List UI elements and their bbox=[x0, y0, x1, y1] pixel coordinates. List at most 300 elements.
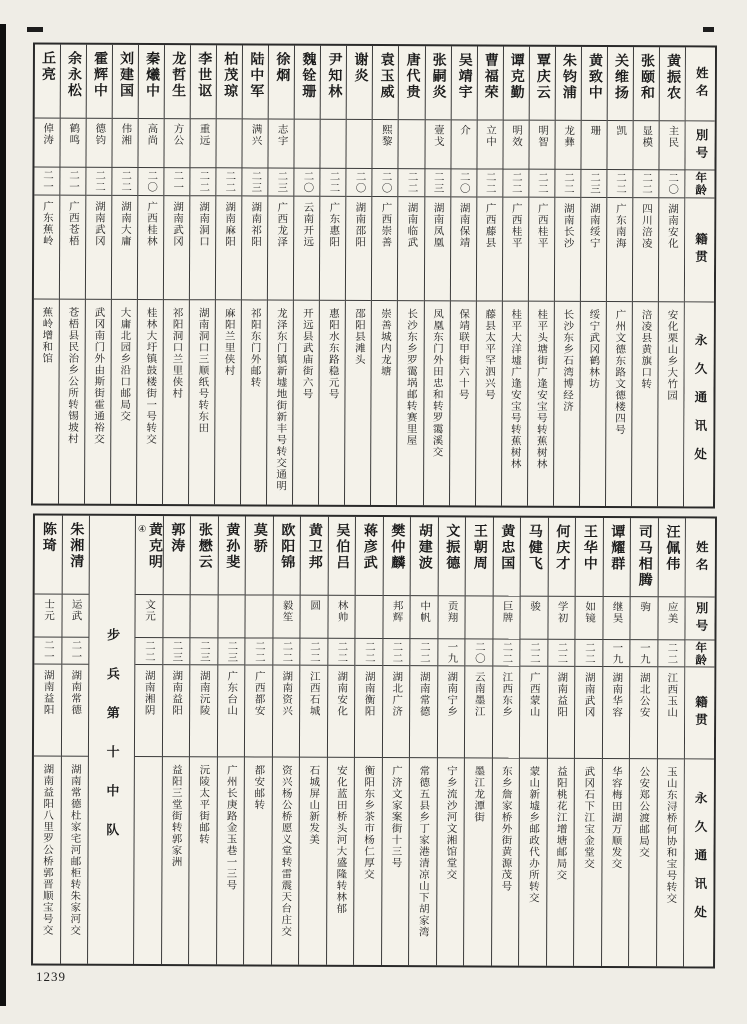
roster-table-bottom bbox=[31, 514, 717, 969]
person-origin bbox=[465, 666, 492, 758]
person-alias-text: 运武 bbox=[70, 598, 82, 622]
person-age bbox=[575, 640, 602, 667]
person-address-text: 墨江龙潭街 bbox=[473, 765, 485, 823]
person-name bbox=[273, 517, 300, 596]
person-name-text: 黄孙斐 bbox=[224, 522, 240, 571]
person-age bbox=[633, 170, 658, 198]
person-origin bbox=[437, 666, 464, 758]
person-origin bbox=[555, 198, 581, 302]
person-name bbox=[438, 517, 465, 596]
person-column bbox=[546, 518, 575, 966]
person-address bbox=[397, 301, 423, 505]
person-name-text: 霍辉中 bbox=[91, 50, 108, 99]
person-origin bbox=[300, 666, 327, 758]
person-column bbox=[408, 517, 437, 965]
person-address bbox=[134, 757, 161, 964]
person-origin bbox=[355, 666, 382, 758]
person-name bbox=[383, 517, 410, 596]
person-address bbox=[657, 759, 684, 966]
person-origin-text: 湖南武冈 bbox=[171, 201, 184, 248]
person-name bbox=[163, 516, 190, 595]
person-address-text: 藤县太平罕泗兴号 bbox=[483, 308, 496, 401]
person-name bbox=[658, 518, 685, 597]
person-address-text: 武冈南门外由斯街霍通裕交 bbox=[92, 306, 105, 445]
person-origin bbox=[633, 198, 659, 302]
person-origin-text: 湖南保靖 bbox=[458, 202, 470, 249]
scan-mark-top-left bbox=[27, 27, 43, 32]
person-age-text: 二二 bbox=[418, 640, 430, 664]
person-alias-text: 林帅 bbox=[336, 599, 348, 623]
person-address bbox=[327, 758, 354, 965]
person-origin bbox=[138, 196, 164, 300]
person-address-text: 东乡詹家桥外街黄源茂号 bbox=[500, 765, 512, 893]
person-alias-text: 驹 bbox=[639, 601, 651, 613]
person-origin-text: 湖南宁乡 bbox=[446, 671, 458, 718]
person-address bbox=[189, 757, 216, 964]
person-alias bbox=[607, 121, 632, 170]
person-age bbox=[321, 169, 346, 197]
person-column bbox=[161, 516, 190, 964]
person-name-text: 文振德 bbox=[444, 523, 460, 572]
header-age bbox=[685, 640, 714, 667]
person-address-text: 桂平头塘街广逢安宝号转蕉树林 bbox=[535, 308, 548, 470]
person-column bbox=[601, 518, 630, 966]
header-name-text: 姓名 bbox=[694, 539, 709, 575]
unit-label bbox=[88, 516, 135, 964]
person-alias bbox=[581, 121, 606, 170]
name-annotation: ④ bbox=[136, 523, 147, 536]
person-column bbox=[449, 46, 477, 505]
person-column bbox=[33, 516, 61, 964]
person-address bbox=[450, 301, 476, 505]
person-address bbox=[519, 759, 546, 966]
person-origin bbox=[217, 665, 244, 757]
person-age-text: 一九 bbox=[638, 641, 650, 665]
person-name-text: 秦爔中 bbox=[144, 50, 160, 100]
person-age bbox=[555, 170, 580, 198]
person-origin-text: 广东惠阳 bbox=[328, 201, 340, 248]
person-origin bbox=[34, 665, 61, 757]
person-name-text: 余永松 bbox=[65, 50, 82, 99]
person-column bbox=[243, 516, 272, 964]
scan-mark-top-right bbox=[703, 27, 714, 32]
person-name bbox=[61, 45, 86, 119]
person-age-text: 二〇 bbox=[146, 170, 158, 194]
person-origin bbox=[547, 667, 574, 759]
person-alias bbox=[295, 120, 320, 169]
person-age-text: 二〇 bbox=[458, 171, 470, 195]
person-alias bbox=[165, 119, 190, 168]
person-alias-text: 德钧 bbox=[94, 122, 106, 146]
person-age-text: 二〇 bbox=[667, 172, 679, 196]
person-address-text: 长沙东乡罗霭埚邮转赛里屋 bbox=[405, 308, 418, 447]
person-name bbox=[295, 46, 320, 120]
header-address-text: 永久通讯处 bbox=[692, 333, 708, 476]
person-address bbox=[492, 759, 519, 966]
person-age bbox=[503, 170, 528, 198]
person-age bbox=[425, 169, 450, 197]
person-address-text: 武冈石下江宝金堂交 bbox=[582, 765, 595, 870]
person-name-text: 陈琦 bbox=[40, 521, 56, 554]
person-address-text: 开远县武庙街六号 bbox=[301, 307, 313, 400]
person-age bbox=[243, 168, 268, 196]
unit-column bbox=[87, 516, 135, 964]
person-origin bbox=[346, 197, 372, 301]
person-origin bbox=[657, 667, 684, 759]
person-name bbox=[477, 46, 502, 120]
person-age-text: 二二 bbox=[328, 170, 340, 194]
person-name-text: 徐烱 bbox=[274, 51, 290, 84]
person-address bbox=[409, 758, 436, 965]
person-name-text: 龙哲生 bbox=[170, 51, 186, 100]
person-origin-text: 湖南洞口 bbox=[197, 201, 210, 248]
person-age bbox=[658, 640, 685, 667]
person-name bbox=[246, 516, 273, 595]
person-name-text: 丘亮 bbox=[39, 50, 56, 83]
person-age-text: 二二 bbox=[614, 172, 627, 196]
person-age-text: 二二 bbox=[536, 171, 548, 195]
person-age-text: 二一 bbox=[42, 639, 54, 663]
person-origin-text: 湖南常德 bbox=[70, 669, 82, 716]
person-name-text: 吴伯吕 bbox=[334, 522, 350, 571]
person-address bbox=[163, 300, 189, 504]
person-age-text: 二〇 bbox=[354, 170, 366, 194]
person-name bbox=[411, 517, 438, 596]
person-age-text: 二二 bbox=[198, 170, 210, 194]
person-column bbox=[573, 518, 602, 966]
person-age-text: 二〇 bbox=[380, 171, 392, 195]
person-age-text: 二〇 bbox=[302, 170, 314, 194]
header-name-text: 姓名 bbox=[694, 66, 709, 102]
person-age bbox=[493, 640, 520, 667]
person-address-text: 祁阳洞口兰里侠村 bbox=[171, 307, 183, 400]
person-alias-text: 主民 bbox=[667, 125, 679, 149]
person-origin bbox=[520, 667, 547, 759]
header-address-text: 永久通讯处 bbox=[692, 791, 708, 935]
person-origin bbox=[602, 667, 629, 759]
person-origin bbox=[216, 196, 242, 300]
person-origin bbox=[86, 196, 112, 300]
person-age bbox=[383, 639, 410, 666]
person-column bbox=[33, 45, 60, 504]
person-address bbox=[554, 302, 580, 506]
person-address-text: 广济文家案街十三号 bbox=[390, 765, 402, 869]
person-name bbox=[347, 46, 372, 120]
person-name bbox=[62, 516, 89, 595]
person-origin bbox=[492, 667, 519, 759]
person-name-text: 汪佩伟 bbox=[664, 524, 680, 573]
person-origin bbox=[327, 666, 354, 758]
person-age-text: 二二 bbox=[641, 172, 653, 196]
person-age-text: 二三 bbox=[432, 171, 444, 195]
person-name-text: 蒋彦武 bbox=[361, 522, 377, 572]
person-address bbox=[319, 301, 345, 505]
person-address bbox=[33, 757, 60, 964]
person-address-text: 绥宁武冈鹤林坊 bbox=[588, 308, 600, 390]
person-name bbox=[191, 516, 218, 595]
person-name-text: 莫骄 bbox=[251, 522, 267, 555]
person-column bbox=[84, 45, 112, 504]
person-column bbox=[436, 517, 465, 965]
person-alias bbox=[451, 120, 476, 169]
person-column bbox=[628, 518, 657, 966]
person-name-text: 柏茂琼 bbox=[222, 51, 238, 100]
person-age bbox=[347, 169, 372, 197]
unit-label-text: 步兵第十中队 bbox=[104, 627, 121, 862]
person-age-text: 二三 bbox=[250, 170, 262, 194]
person-alias bbox=[603, 597, 630, 640]
person-age bbox=[399, 169, 424, 197]
person-address bbox=[464, 758, 491, 965]
person-age bbox=[34, 638, 61, 665]
person-alias bbox=[243, 119, 268, 168]
person-age-text: 二二 bbox=[253, 639, 265, 664]
person-address bbox=[241, 300, 267, 504]
person-address-text: 大庸北园乡沿口邮局交 bbox=[119, 306, 131, 422]
person-age bbox=[135, 638, 162, 665]
person-origin bbox=[659, 198, 685, 302]
person-address bbox=[345, 301, 371, 505]
person-origin bbox=[162, 665, 189, 757]
person-origin bbox=[112, 196, 138, 300]
person-column bbox=[318, 46, 346, 505]
person-address bbox=[61, 757, 88, 964]
header-origin bbox=[685, 667, 714, 759]
person-age-text: 二一 bbox=[70, 639, 82, 663]
person-alias bbox=[465, 596, 492, 639]
person-origin bbox=[320, 197, 346, 301]
person-name-text: 朱钧浦 bbox=[560, 52, 576, 101]
person-column bbox=[110, 45, 138, 504]
person-origin-text: 江西石城 bbox=[308, 670, 320, 717]
person-column bbox=[463, 517, 492, 965]
person-column bbox=[271, 517, 300, 965]
person-column bbox=[188, 45, 216, 504]
person-column bbox=[553, 47, 581, 506]
person-age-text: 二二 bbox=[528, 641, 540, 665]
person-address-text: 常德五县乡丁家港清凉山下胡家湾 bbox=[417, 765, 430, 938]
person-age-text: 一九 bbox=[446, 640, 458, 664]
person-age-text: 二二 bbox=[583, 641, 595, 665]
person-origin bbox=[190, 665, 217, 757]
person-column bbox=[214, 45, 242, 504]
person-name bbox=[87, 45, 112, 119]
person-age-text: 二二 bbox=[406, 171, 418, 195]
person-column bbox=[60, 516, 89, 964]
person-column bbox=[133, 516, 162, 964]
person-name-text: 魏铨珊 bbox=[300, 51, 316, 100]
person-name-text: 张懋云 bbox=[196, 522, 212, 571]
person-alias bbox=[163, 595, 190, 638]
person-column bbox=[657, 47, 685, 506]
person-alias bbox=[633, 121, 658, 170]
person-age-text: 二一 bbox=[172, 170, 184, 194]
person-alias bbox=[138, 119, 163, 168]
person-alias-text: 邦辉 bbox=[391, 600, 403, 624]
person-origin bbox=[581, 198, 607, 302]
person-column bbox=[527, 47, 555, 506]
person-origin-text: 广西藤县 bbox=[484, 202, 496, 249]
person-age bbox=[465, 639, 492, 666]
person-column bbox=[58, 45, 86, 504]
person-origin bbox=[424, 197, 450, 301]
person-alias bbox=[529, 121, 554, 170]
header-age-text: 年龄 bbox=[694, 171, 707, 197]
person-alias bbox=[245, 595, 272, 638]
person-origin-text: 广西崇善 bbox=[380, 202, 392, 249]
person-age-text: 二二 bbox=[281, 640, 293, 664]
person-age-text: 二一 bbox=[41, 169, 54, 193]
person-origin bbox=[190, 196, 216, 300]
person-address bbox=[293, 301, 319, 505]
person-name bbox=[269, 46, 294, 120]
person-name bbox=[356, 517, 383, 596]
person-alias bbox=[575, 597, 602, 640]
person-name-text: 王华中 bbox=[581, 523, 597, 572]
person-name bbox=[321, 46, 346, 120]
person-name bbox=[113, 45, 138, 119]
person-alias-text: 龙彝 bbox=[563, 124, 575, 148]
person-address bbox=[59, 300, 85, 504]
person-origin bbox=[294, 197, 320, 301]
person-name-text: 司马相腾 bbox=[636, 524, 652, 589]
header-origin-text: 籍贯 bbox=[693, 232, 708, 268]
person-alias-text: 应美 bbox=[666, 601, 678, 625]
person-alias bbox=[112, 119, 137, 168]
person-origin bbox=[34, 196, 60, 300]
person-age-text: 二二 bbox=[120, 169, 132, 193]
person-origin-text: 广西蒙山 bbox=[528, 671, 540, 718]
person-origin bbox=[164, 196, 190, 300]
person-age bbox=[273, 639, 300, 666]
person-age-text: 二〇 bbox=[473, 640, 485, 664]
person-address-text: 公安郑公渡邮局交 bbox=[637, 766, 650, 859]
person-address bbox=[574, 759, 601, 966]
person-address bbox=[502, 302, 528, 506]
person-alias bbox=[190, 595, 217, 638]
person-age bbox=[355, 639, 382, 666]
header-age-text: 年龄 bbox=[694, 640, 707, 666]
person-address bbox=[629, 759, 656, 966]
person-origin bbox=[372, 197, 398, 301]
person-column bbox=[136, 45, 164, 504]
person-address bbox=[602, 759, 629, 966]
person-alias-text: 志宇 bbox=[276, 123, 288, 147]
person-name bbox=[373, 46, 398, 120]
person-origin-text: 湖北广济 bbox=[391, 671, 403, 718]
person-name bbox=[425, 46, 450, 120]
person-alias bbox=[373, 120, 398, 169]
person-origin bbox=[575, 667, 602, 759]
person-column bbox=[240, 45, 268, 504]
person-address bbox=[267, 301, 293, 505]
person-age bbox=[548, 640, 575, 667]
person-alias-text: 满兴 bbox=[250, 123, 262, 147]
person-alias-text: 倬涛 bbox=[42, 122, 54, 146]
header-column bbox=[683, 518, 715, 966]
person-alias-text: 方公 bbox=[172, 123, 184, 147]
person-alias-text: 显模 bbox=[641, 125, 653, 149]
person-age bbox=[477, 169, 502, 197]
person-alias-text: 学初 bbox=[556, 600, 568, 624]
person-name-text: 谭克勤 bbox=[508, 52, 524, 101]
person-alias bbox=[328, 596, 355, 639]
person-origin bbox=[60, 196, 86, 300]
person-age-text: 二三 bbox=[226, 639, 238, 663]
header-address bbox=[684, 759, 714, 966]
person-name bbox=[35, 45, 60, 119]
person-alias bbox=[425, 120, 450, 169]
person-column bbox=[656, 518, 685, 966]
person-age-text: 二二 bbox=[94, 169, 106, 193]
person-alias bbox=[548, 597, 575, 640]
person-column bbox=[162, 45, 190, 504]
person-age-text: 二二 bbox=[308, 640, 320, 664]
person-age bbox=[373, 169, 398, 197]
person-column bbox=[292, 46, 320, 505]
person-address-text: 安化蓝田桥头河大盛隆转林郁 bbox=[335, 764, 347, 915]
person-origin-text: 湖南湘阴 bbox=[143, 669, 155, 717]
person-alias bbox=[383, 596, 410, 639]
person-age bbox=[163, 638, 190, 665]
person-age-text: 二二 bbox=[501, 641, 513, 665]
person-age bbox=[217, 168, 242, 196]
scan-edge-artifact bbox=[0, 24, 6, 1006]
person-alias-text: 贡翔 bbox=[446, 600, 458, 624]
person-age bbox=[659, 170, 684, 198]
person-alias bbox=[273, 596, 300, 639]
person-name bbox=[521, 518, 548, 597]
person-address bbox=[476, 301, 502, 505]
person-alias-text: 士元 bbox=[43, 598, 55, 622]
person-origin bbox=[61, 665, 88, 757]
person-name-text: 黄致中 bbox=[586, 52, 603, 101]
person-name-text: 袁玉威 bbox=[378, 52, 394, 101]
person-origin-text: 湖南益阳 bbox=[556, 671, 568, 718]
person-name-text: 谢炎 bbox=[352, 51, 368, 84]
person-origin-text: 湖南资兴 bbox=[281, 670, 293, 717]
person-origin-text: 湖南凤凰 bbox=[432, 202, 444, 249]
person-origin-text: 湖南长沙 bbox=[562, 202, 574, 249]
person-origin bbox=[529, 198, 555, 302]
person-alias bbox=[493, 597, 520, 640]
person-age bbox=[164, 168, 189, 196]
person-address bbox=[354, 758, 381, 965]
person-alias-text: 毅笙 bbox=[281, 599, 293, 623]
person-age-text: 二二 bbox=[562, 171, 574, 195]
person-address bbox=[658, 302, 684, 506]
person-address-text: 崇善城内龙塘 bbox=[379, 308, 392, 378]
person-name-text: 何庆才 bbox=[554, 523, 570, 572]
person-name-text: 张颐和 bbox=[638, 53, 655, 102]
person-name-text: 曹福荣 bbox=[482, 52, 498, 101]
person-column bbox=[501, 47, 529, 506]
person-origin-text: 湖南沅陵 bbox=[198, 670, 210, 717]
person-origin-text: 湖北公安 bbox=[638, 672, 650, 719]
person-alias bbox=[34, 119, 59, 168]
person-name-text: 欧阳锦 bbox=[279, 522, 295, 571]
person-address bbox=[85, 300, 111, 504]
person-origin-text: 四川涪凌 bbox=[640, 203, 652, 250]
person-name bbox=[660, 47, 685, 121]
person-alias-text: 重远 bbox=[198, 123, 210, 147]
person-address-text: 湖南益阳八里罗公桥郭晋顺宝号交 bbox=[41, 763, 54, 937]
person-alias bbox=[217, 119, 242, 168]
person-alias-text: 立中 bbox=[484, 124, 497, 148]
person-column bbox=[298, 517, 327, 965]
person-age bbox=[190, 638, 217, 665]
person-column bbox=[475, 46, 503, 505]
